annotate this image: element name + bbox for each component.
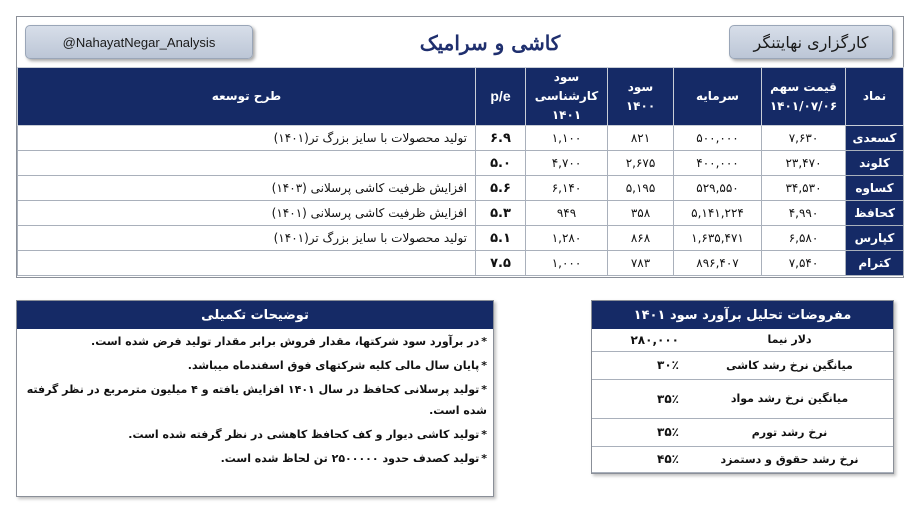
- table-row: [592, 329, 893, 351]
- table-row: [592, 351, 893, 379]
- symbol-cell: کسعدی: [846, 126, 904, 151]
- page-title: کاشی و سرامیک: [419, 31, 561, 55]
- expert-profit-cell: ۱,۱۰۰: [526, 126, 608, 151]
- table-row: [18, 126, 904, 151]
- symbol-cell: کلوند: [846, 151, 904, 176]
- capital-cell: ۵۲۹,۵۵۰: [674, 176, 762, 201]
- capital-cell: ۵,۱۴۱,۲۲۴: [674, 201, 762, 226]
- table-row: [18, 201, 904, 226]
- symbol-cell: کحافظ: [846, 201, 904, 226]
- table-row: [18, 251, 904, 276]
- assumption-label: دلار نیما: [685, 329, 893, 351]
- assumption-label: میانگین نرخ رشد کاشی: [685, 351, 893, 379]
- profit-1400-cell: ۳۵۸: [608, 201, 674, 226]
- price-cell: ۲۳,۴۷۰: [762, 151, 846, 176]
- assumption-value: ۳۰٪: [592, 351, 685, 379]
- plan-cell: افزایش ظرفیت کاشی پرسلانی (۱۴۰۳): [18, 176, 476, 201]
- sector-table-card: [16, 16, 904, 278]
- assumption-value: ۴۵٪: [592, 446, 685, 472]
- stocks-table: [17, 67, 904, 276]
- bullet-icon: *: [481, 428, 487, 441]
- list-item: [25, 448, 487, 472]
- assumption-label: میانگین نرخ رشد مواد: [685, 379, 893, 418]
- col-price: [762, 68, 846, 126]
- assumptions-title: مفروضات تحلیل برآورد سود ۱۴۰۱: [592, 301, 893, 329]
- header-bar: [17, 17, 903, 67]
- col-expert-profit: [526, 68, 608, 126]
- col-profit-1400: سود ۱۴۰۰: [608, 68, 674, 126]
- pe-cell: ۵.۱: [476, 226, 526, 251]
- col-symbol: نماد: [846, 68, 904, 126]
- list-item: [25, 424, 487, 448]
- assumption-label: نرخ رشد تورم: [685, 418, 893, 446]
- col-price-line2: ۱۴۰۱/۰۷/۰۶: [769, 98, 838, 113]
- expert-profit-cell: ۹۴۹: [526, 201, 608, 226]
- symbol-cell: کپارس: [846, 226, 904, 251]
- col-price-line1: قیمت سهم: [770, 79, 837, 94]
- bullet-icon: *: [481, 359, 487, 372]
- assumption-label: نرخ رشد حقوق و دستمزد: [685, 446, 893, 472]
- symbol-cell: کساوه: [846, 176, 904, 201]
- pe-cell: ۷.۵: [476, 251, 526, 276]
- note-text: تولید کصدف حدود ۲۵۰۰۰۰۰ تن لحاظ شده است.: [220, 452, 480, 465]
- price-cell: ۳۴,۵۳۰: [762, 176, 846, 201]
- table-row: [592, 418, 893, 446]
- col-pe: p/e: [476, 68, 526, 126]
- expert-profit-cell: ۱,۰۰۰: [526, 251, 608, 276]
- capital-cell: ۱,۶۳۵,۴۷۱: [674, 226, 762, 251]
- plan-cell: تولید محصولات با سایز بزرگ تر(۱۴۰۱): [18, 126, 476, 151]
- capital-cell: ۴۰۰,۰۰۰: [674, 151, 762, 176]
- capital-cell: ۸۹۶,۴۰۷: [674, 251, 762, 276]
- plan-cell: [18, 251, 476, 276]
- note-text: پایان سال مالی کلیه شرکتهای فوق اسفندماه میباشد.: [187, 359, 480, 372]
- profit-1400-cell: ۸۶۸: [608, 226, 674, 251]
- pe-cell: ۵.۶: [476, 176, 526, 201]
- col-expert-profit-line1: سود کارشناسی: [534, 70, 599, 103]
- assumption-value: ۲۸۰,۰۰۰: [592, 329, 685, 351]
- assumptions-card: [591, 300, 894, 474]
- table-row: [18, 176, 904, 201]
- price-cell: ۷,۵۴۰: [762, 251, 846, 276]
- bullet-icon: *: [481, 335, 487, 348]
- capital-cell: ۵۰۰,۰۰۰: [674, 126, 762, 151]
- price-cell: ۶,۵۸۰: [762, 226, 846, 251]
- assumptions-table: [592, 329, 893, 473]
- profit-1400-cell: ۲,۶۷۵: [608, 151, 674, 176]
- plan-cell: [18, 151, 476, 176]
- assumption-value: ۳۵٪: [592, 418, 685, 446]
- symbol-cell: کترام: [846, 251, 904, 276]
- note-text: در برآورد سود شرکتها، مقدار فروش برابر مقدار تولید فرض شده است.: [91, 335, 480, 348]
- profit-1400-cell: ۵,۱۹۵: [608, 176, 674, 201]
- col-capital: سرمایه: [674, 68, 762, 126]
- profit-1400-cell: ۸۲۱: [608, 126, 674, 151]
- table-row: [592, 446, 893, 472]
- pe-cell: ۶.۹: [476, 126, 526, 151]
- price-cell: ۴,۹۹۰: [762, 201, 846, 226]
- agency-name: کارگزاری نهایتنگر: [729, 25, 893, 59]
- note-text: تولید پرسلانی کحافظ در سال ۱۴۰۱ افزایش یافته و ۴ میلیون مترمربع در نظر گرفته شده است.: [26, 383, 487, 417]
- price-cell: ۷,۶۳۰: [762, 126, 846, 151]
- assumption-value: ۳۵٪: [592, 379, 685, 418]
- table-row: [592, 379, 893, 418]
- list-item: [25, 331, 487, 355]
- notes-title: توضیحات تکمیلی: [17, 301, 493, 329]
- table-row: [18, 151, 904, 176]
- bullet-icon: *: [481, 383, 487, 396]
- expert-profit-cell: ۶,۱۴۰: [526, 176, 608, 201]
- notes-list: [17, 329, 493, 472]
- table-row: [18, 226, 904, 251]
- pe-cell: ۵.۰: [476, 151, 526, 176]
- expert-profit-cell: ۴,۷۰۰: [526, 151, 608, 176]
- pe-cell: ۵.۳: [476, 201, 526, 226]
- notes-card: [16, 300, 494, 497]
- note-text: تولید کاشی دیوار و کف کحافظ کاهشی در نظر گرفته شده است.: [128, 428, 480, 441]
- bullet-icon: *: [481, 452, 487, 465]
- col-development-plan: طرح توسعه: [18, 68, 476, 126]
- plan-cell: افزایش ظرفیت کاشی پرسلانی (۱۴۰۱): [18, 201, 476, 226]
- profit-1400-cell: ۷۸۳: [608, 251, 674, 276]
- channel-handle: @NahayatNegar_Analysis: [25, 25, 253, 59]
- expert-profit-cell: ۱,۲۸۰: [526, 226, 608, 251]
- list-item: [25, 379, 487, 424]
- col-expert-profit-line2: ۱۴۰۱: [551, 108, 582, 122]
- list-item: [25, 355, 487, 379]
- plan-cell: تولید محصولات با سایز بزرگ تر(۱۴۰۱): [18, 226, 476, 251]
- table-header-row: [18, 68, 904, 126]
